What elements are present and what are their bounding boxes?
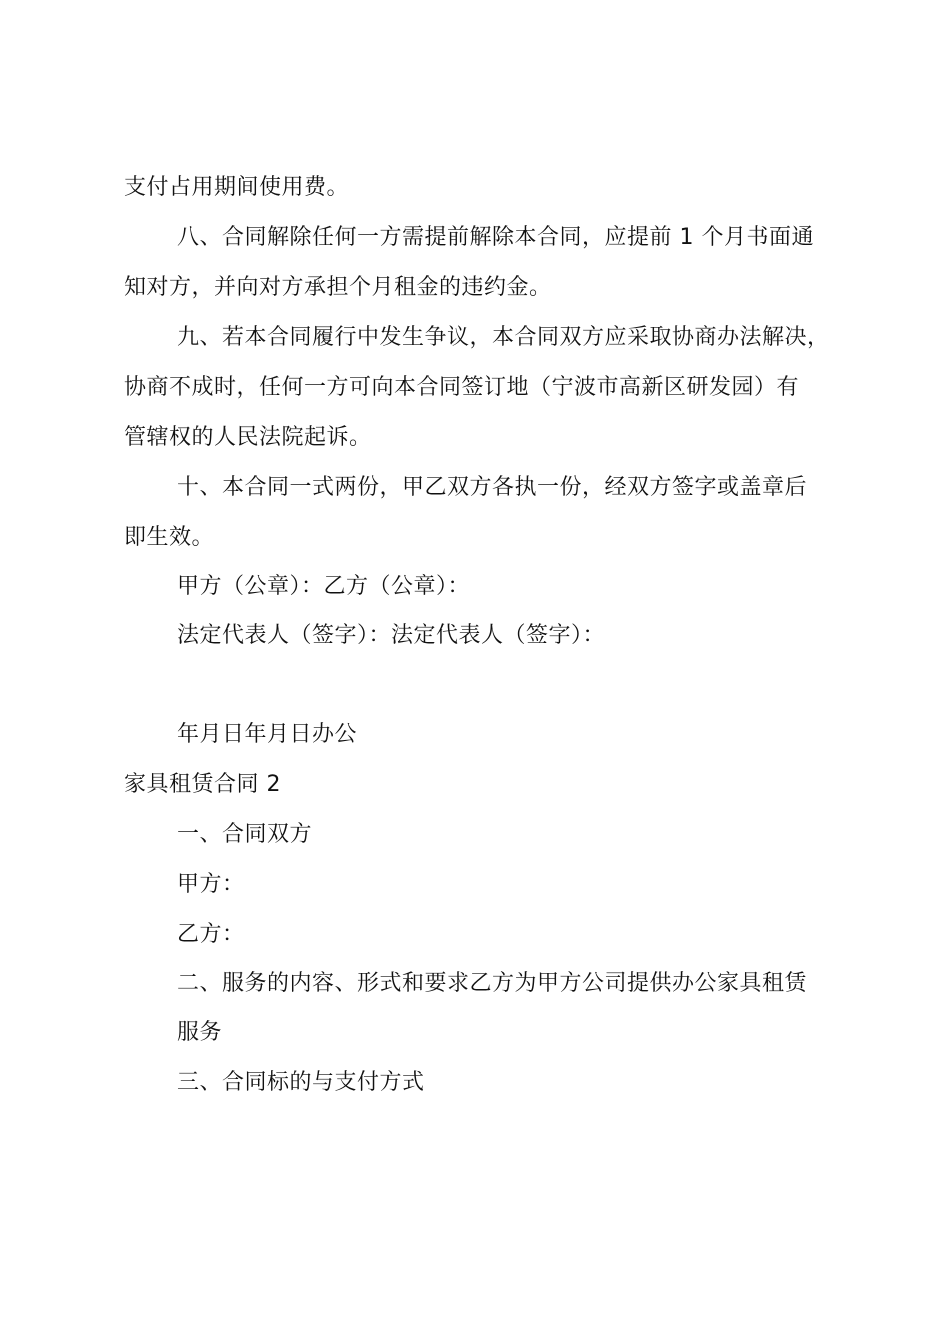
clause-eight-line: 八、合同解除任何一方需提前解除本合同，应提前 1 个月书面通 bbox=[177, 225, 814, 250]
section-heading-services: 二、服务的内容、形式和要求乙方为甲方公司提供办公家具租赁 bbox=[177, 971, 808, 996]
seal-line: 甲方（公章）：乙方（公章）： bbox=[177, 574, 471, 599]
date-line: 年月日年月日办公 bbox=[177, 722, 358, 747]
contract-title: 家具租赁合同 2 bbox=[124, 772, 281, 797]
paragraph-line: 服务 bbox=[177, 1020, 223, 1045]
paragraph-line: 管辖权的人民法院起诉。 bbox=[124, 425, 372, 450]
paragraph-line: 支付占用期间使用费。 bbox=[124, 175, 350, 200]
clause-ten-line: 十、本合同一式两份，甲乙双方各执一份，经双方签字或盖章后 bbox=[177, 475, 808, 500]
paragraph-line: 知对方，并向对方承担个月租金的违约金。 bbox=[124, 275, 552, 300]
party-a-field: 甲方： bbox=[177, 872, 245, 897]
paragraph-line: 即生效。 bbox=[124, 525, 215, 550]
signature-line: 法定代表人（签字）：法定代表人（签字）： bbox=[177, 623, 606, 648]
clause-nine-line: 九、若本合同履行中发生争议，本合同双方应采取协商办法解决， bbox=[177, 325, 830, 350]
party-b-field: 乙方： bbox=[177, 922, 245, 947]
section-heading-parties: 一、合同双方 bbox=[177, 822, 313, 847]
paragraph-line: 协商不成时，任何一方可向本合同签订地（宁波市高新区研发园）有 bbox=[124, 375, 800, 400]
section-heading-payment: 三、合同标的与支付方式 bbox=[177, 1070, 425, 1095]
